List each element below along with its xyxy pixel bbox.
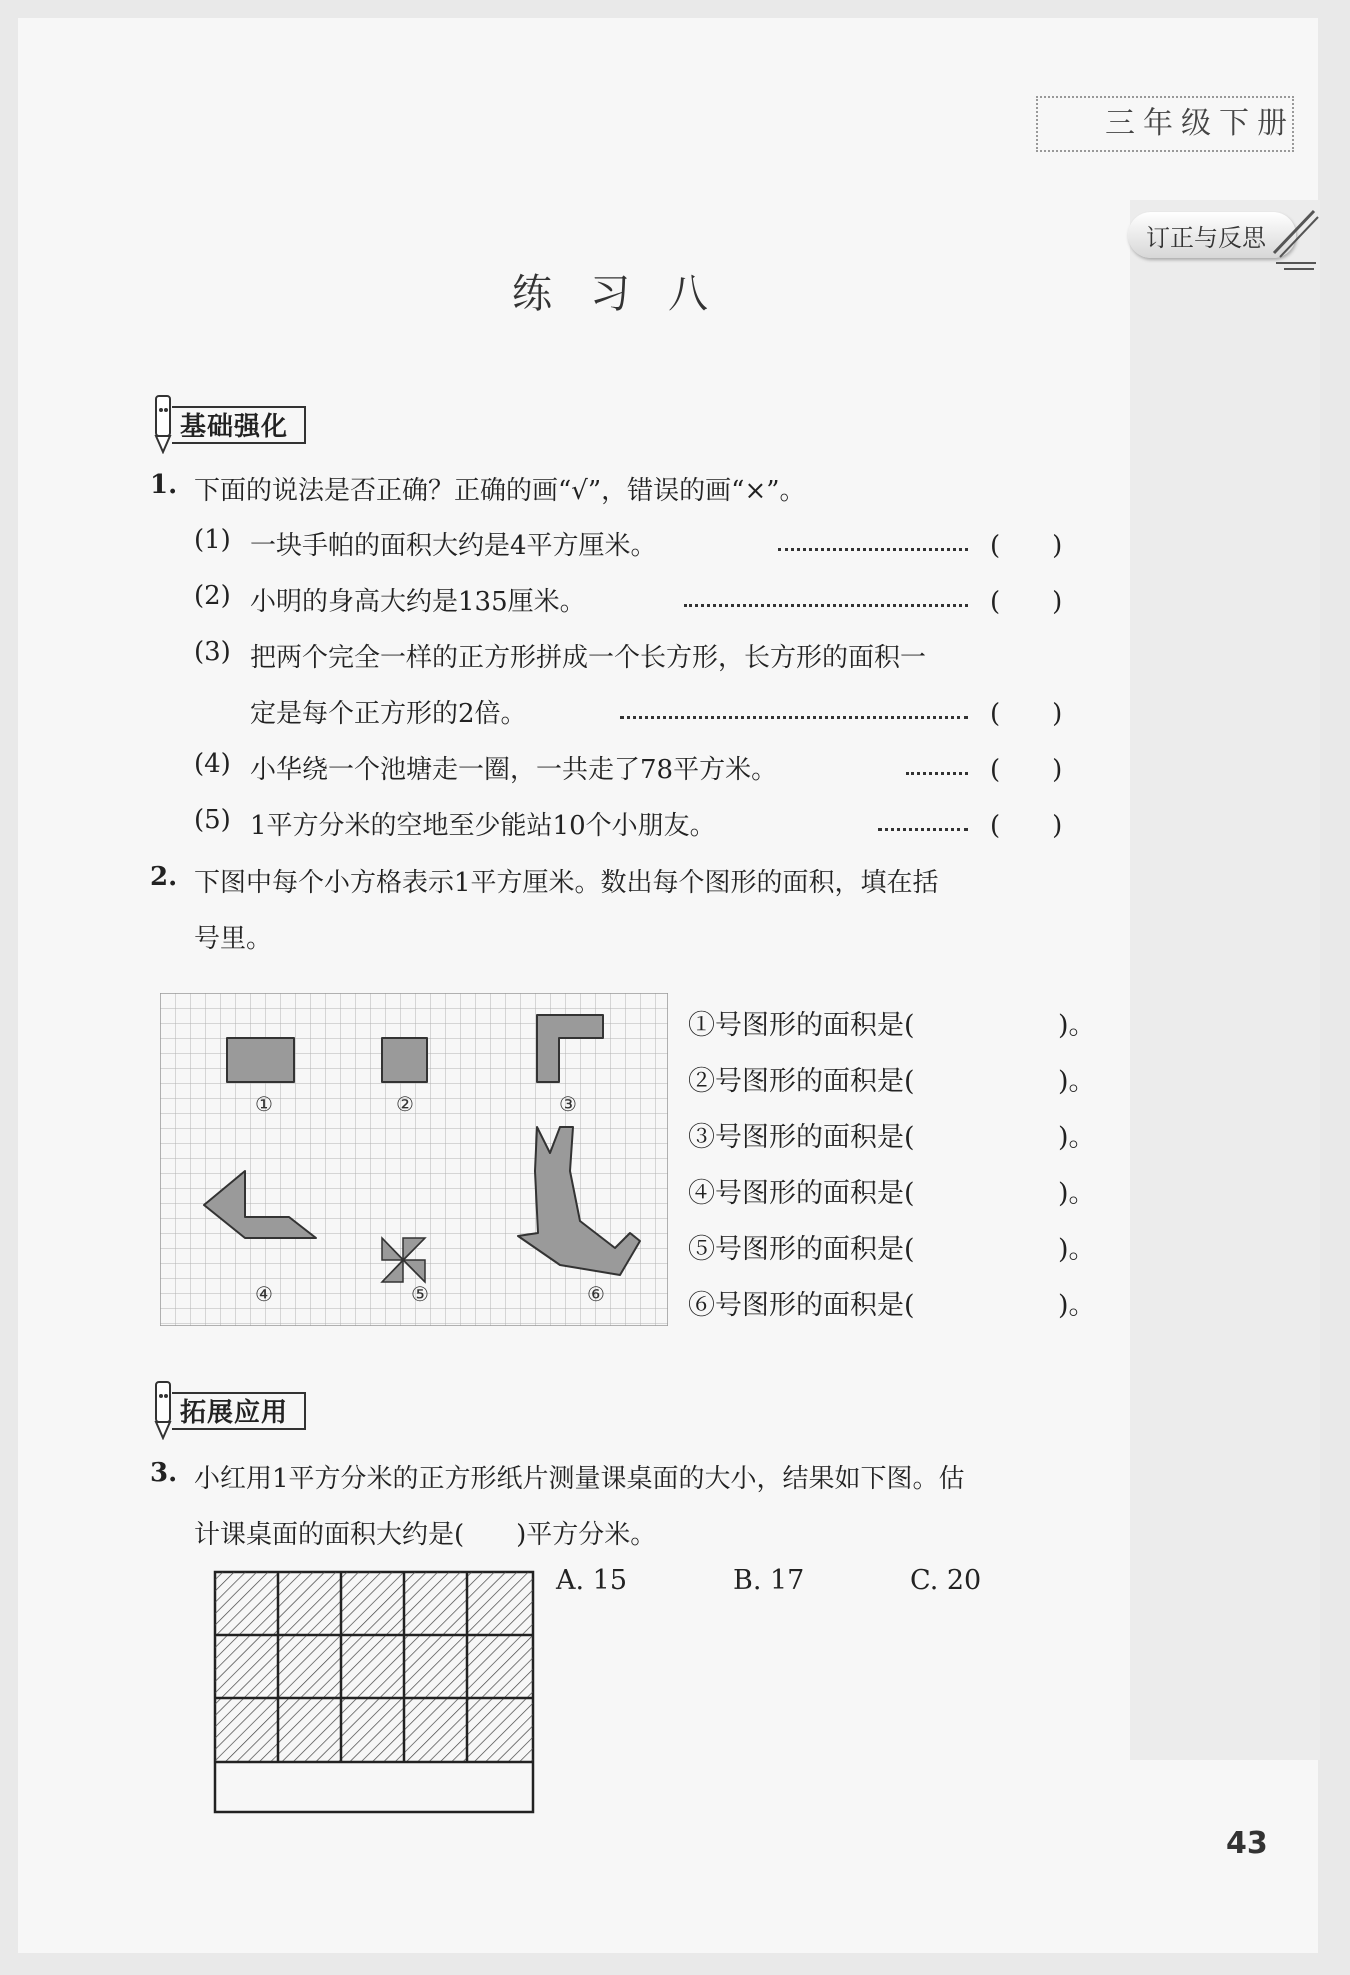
leader-dots: [878, 828, 968, 831]
q3-number: 3.: [150, 1458, 178, 1488]
area-grid-figure: [160, 993, 668, 1326]
answer-prefix: ⑤号图形的面积是(: [688, 1234, 915, 1265]
answer-suffix: )。: [1058, 1178, 1096, 1209]
q3-text-cont: 计课桌面的面积大约是( )平方分米。: [194, 1520, 657, 1550]
section-tag-label: 基础强化: [180, 412, 289, 442]
shape-label: ①: [255, 1092, 273, 1116]
answer-prefix: ⑥号图形的面积是(: [688, 1290, 915, 1321]
answer-suffix: )。: [1058, 1122, 1096, 1153]
q2-number: 2.: [150, 862, 178, 892]
answer-blank[interactable]: ( ): [990, 755, 1063, 785]
shape-1: [227, 1038, 294, 1082]
q2-text-cont: 号里。: [194, 924, 273, 954]
q2-text: 下图中每个小方格表示1平方厘米。数出每个图形的面积，填在括: [194, 868, 939, 898]
pen-icon: [1266, 205, 1326, 275]
answer-suffix: )。: [1058, 1234, 1096, 1265]
leader-dots: [906, 772, 968, 775]
area-answer-row: [688, 1171, 1096, 1210]
choice-a[interactable]: A. 15: [556, 1565, 628, 1596]
page-title: 练习八: [512, 271, 746, 317]
answer-prefix: ④号图形的面积是(: [688, 1178, 915, 1209]
shape-label: ②: [396, 1092, 414, 1116]
answer-blank[interactable]: ( ): [990, 587, 1063, 617]
leader-dots: [778, 548, 968, 551]
area-answer-row: [688, 1115, 1096, 1154]
section-tag-extend: [150, 1388, 310, 1430]
q1-item-text: 小明的身高大约是135厘米。: [250, 587, 586, 617]
leader-dots: [620, 716, 968, 719]
answer-blank[interactable]: ( ): [990, 531, 1063, 561]
choice-b[interactable]: B. 17: [733, 1565, 805, 1596]
q1-text: 下面的说法是否正确？正确的画“√”，错误的画“×”。: [194, 476, 806, 506]
answer-suffix: )。: [1058, 1290, 1096, 1321]
shape-label: ④: [255, 1282, 273, 1306]
answer-prefix: ①号图形的面积是(: [688, 1010, 915, 1041]
area-answer-row: [688, 1003, 1096, 1042]
page-number: 43: [1226, 1826, 1268, 1861]
q1-item-label: (2): [194, 581, 231, 611]
area-answer-row: [688, 1059, 1096, 1098]
answer-blank[interactable]: ( ): [990, 699, 1063, 729]
q1-item-text: 一块手帕的面积大约是4平方厘米。: [250, 531, 657, 561]
answer-suffix: )。: [1058, 1010, 1096, 1041]
answer-prefix: ②号图形的面积是(: [688, 1066, 915, 1097]
q1-item-label: (4): [194, 749, 231, 779]
section-tag-label: 拓展应用: [180, 1398, 289, 1428]
shape-label: ⑥: [587, 1282, 605, 1306]
q1-item-label: (1): [194, 525, 231, 555]
review-margin: [1130, 200, 1320, 1760]
q1-item-text: 小华绕一个池塘走一圈，一共走了78平方米。: [250, 755, 778, 785]
q1-item-label: (5): [194, 805, 231, 835]
leader-dots: [684, 604, 968, 607]
review-tag-label: 订正与反思: [1146, 224, 1266, 252]
shape-label: ⑤: [411, 1282, 429, 1306]
q1-item-text-cont: 定是每个正方形的2倍。: [250, 699, 527, 729]
q1-item-label: (3): [194, 637, 231, 667]
q1-item-text: 把两个完全一样的正方形拼成一个长方形，长方形的面积一: [250, 643, 927, 673]
area-answer-row: [688, 1227, 1096, 1266]
shape-label: ③: [559, 1092, 577, 1116]
q1-number: 1.: [150, 470, 178, 500]
q1-item-text: 1平方分米的空地至少能站10个小朋友。: [250, 811, 716, 841]
shape-2: [382, 1038, 427, 1082]
grade-label: 三年级下册: [1105, 106, 1295, 141]
choice-c[interactable]: C. 20: [910, 1565, 982, 1596]
section-tag-basic: [150, 402, 310, 444]
area-answer-row: [688, 1283, 1096, 1322]
desk-diagram: [213, 1570, 535, 1814]
q3-text: 小红用1平方分米的正方形纸片测量课桌面的大小，结果如下图。估: [194, 1464, 965, 1494]
answer-suffix: )。: [1058, 1066, 1096, 1097]
shape-5: [382, 1238, 425, 1282]
answer-prefix: ③号图形的面积是(: [688, 1122, 915, 1153]
answer-blank[interactable]: ( ): [990, 811, 1063, 841]
